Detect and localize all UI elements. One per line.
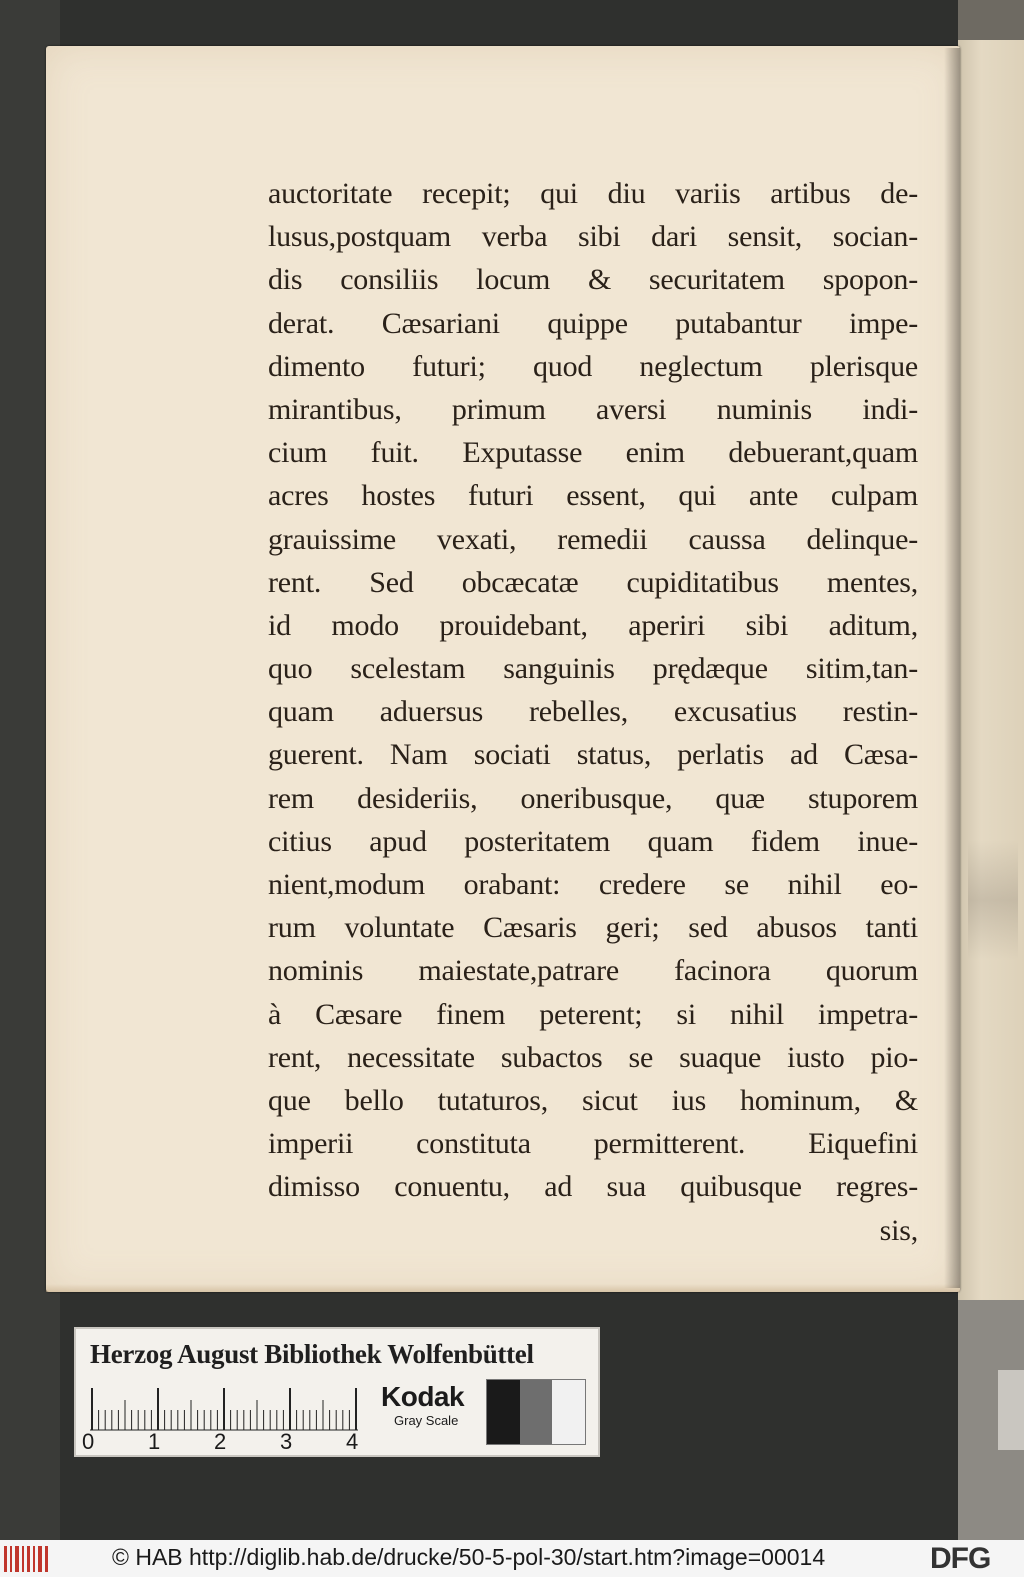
library-name: Herzog August Bibliothek Wolfenbüttel	[90, 1339, 534, 1369]
footer-bar	[0, 1540, 1024, 1577]
kodak-logo: Kodak	[381, 1381, 465, 1412]
text-line: cium fuit. Exputasse enim debuerant,quam	[268, 436, 918, 470]
ruler-labels	[82, 1429, 382, 1457]
text-line: imperii constituta permitterent. Eiquefini	[268, 1127, 918, 1161]
ruler-scale	[90, 1387, 360, 1431]
text-line: derat. Cæsariani quippe putabantur impe-	[268, 306, 918, 340]
text-line: dimento futuri; quod neglectum plerisque	[268, 349, 918, 383]
text-line: rum voluntate Cæsaris geri; sed abusos tanti	[268, 911, 918, 945]
text-line: que bello tutaturos, sicut ius hominum, &	[268, 1083, 918, 1117]
gray-patch	[520, 1380, 553, 1444]
text-line: citius apud posteritatem quam fidem inue-	[268, 824, 918, 858]
text-line: rent. Sed obcæcatæ cupiditatibus mentes,	[268, 565, 918, 599]
ruler-label: 0	[82, 1429, 95, 1454]
text-line: acres hostes futuri essent, qui ante culpam	[268, 479, 918, 513]
text-line: dis consiliis locum & securitatem spopon-	[268, 263, 918, 297]
dfg-logo: DFG	[930, 1542, 991, 1575]
text-line: rent, necessitate subactos se suaque iusto pio-	[268, 1040, 918, 1074]
ruler-label: 2	[214, 1429, 227, 1454]
page-text	[268, 172, 918, 1252]
text-line: quam aduersus rebelles, excusatius restin-	[268, 695, 918, 729]
text-line: nient,modum orabant: credere se nihil eo-	[268, 868, 918, 901]
scanner-backdrop-top-right	[958, 0, 1024, 40]
text-line: auctoritate recepit; qui diu variis artibus de-	[268, 177, 918, 210]
ruler-label: 4	[346, 1429, 359, 1454]
gray-patch	[487, 1380, 520, 1444]
text-line: mirantibus, primum aversi numinis indi-	[268, 392, 918, 426]
text-line: rem desideriis, oneribusque, quæ stuporem	[268, 781, 918, 815]
text-line: id modo prouidebant, aperiri sibi aditum,	[268, 608, 918, 642]
gray-patch	[552, 1380, 585, 1444]
text-line: guerent. Nam sociati status, perlatis ad Cæsa-	[268, 738, 918, 772]
ruler-label: 3	[280, 1429, 293, 1454]
text-line: lusus,postquam verba sibi dari sensit, socian-	[268, 220, 918, 254]
text-line: sis,	[879, 1213, 918, 1247]
text-line: grauissime vexati, remedii caussa delinque-	[268, 522, 918, 556]
text-line: quo scelestam sanguinis prędæque sitim,tan-	[268, 652, 918, 686]
barcode-icon	[4, 1546, 48, 1572]
page-gutter-shadow	[944, 48, 960, 1288]
text-line: nominis maiestate,patrare facinora quorum	[268, 954, 918, 988]
text-line: à Cæsare finem peterent; si nihil impetra-	[268, 997, 918, 1031]
ruler-label: 1	[148, 1429, 161, 1454]
facing-page-edge	[958, 40, 1024, 1300]
gray-scale-label: Gray Scale	[394, 1413, 459, 1428]
book-page	[46, 46, 960, 1292]
footer-source-link[interactable]: © HAB http://diglib.hab.de/drucke/50-5-pol-30/start.htm?image=00014	[112, 1544, 826, 1570]
scale-target-card	[74, 1327, 600, 1457]
gray-scale-patches	[486, 1379, 586, 1445]
text-line: dimisso conuentu, ad sua quibusque regres-	[268, 1170, 918, 1204]
scanner-backdrop-right-lower	[958, 1300, 1024, 1540]
